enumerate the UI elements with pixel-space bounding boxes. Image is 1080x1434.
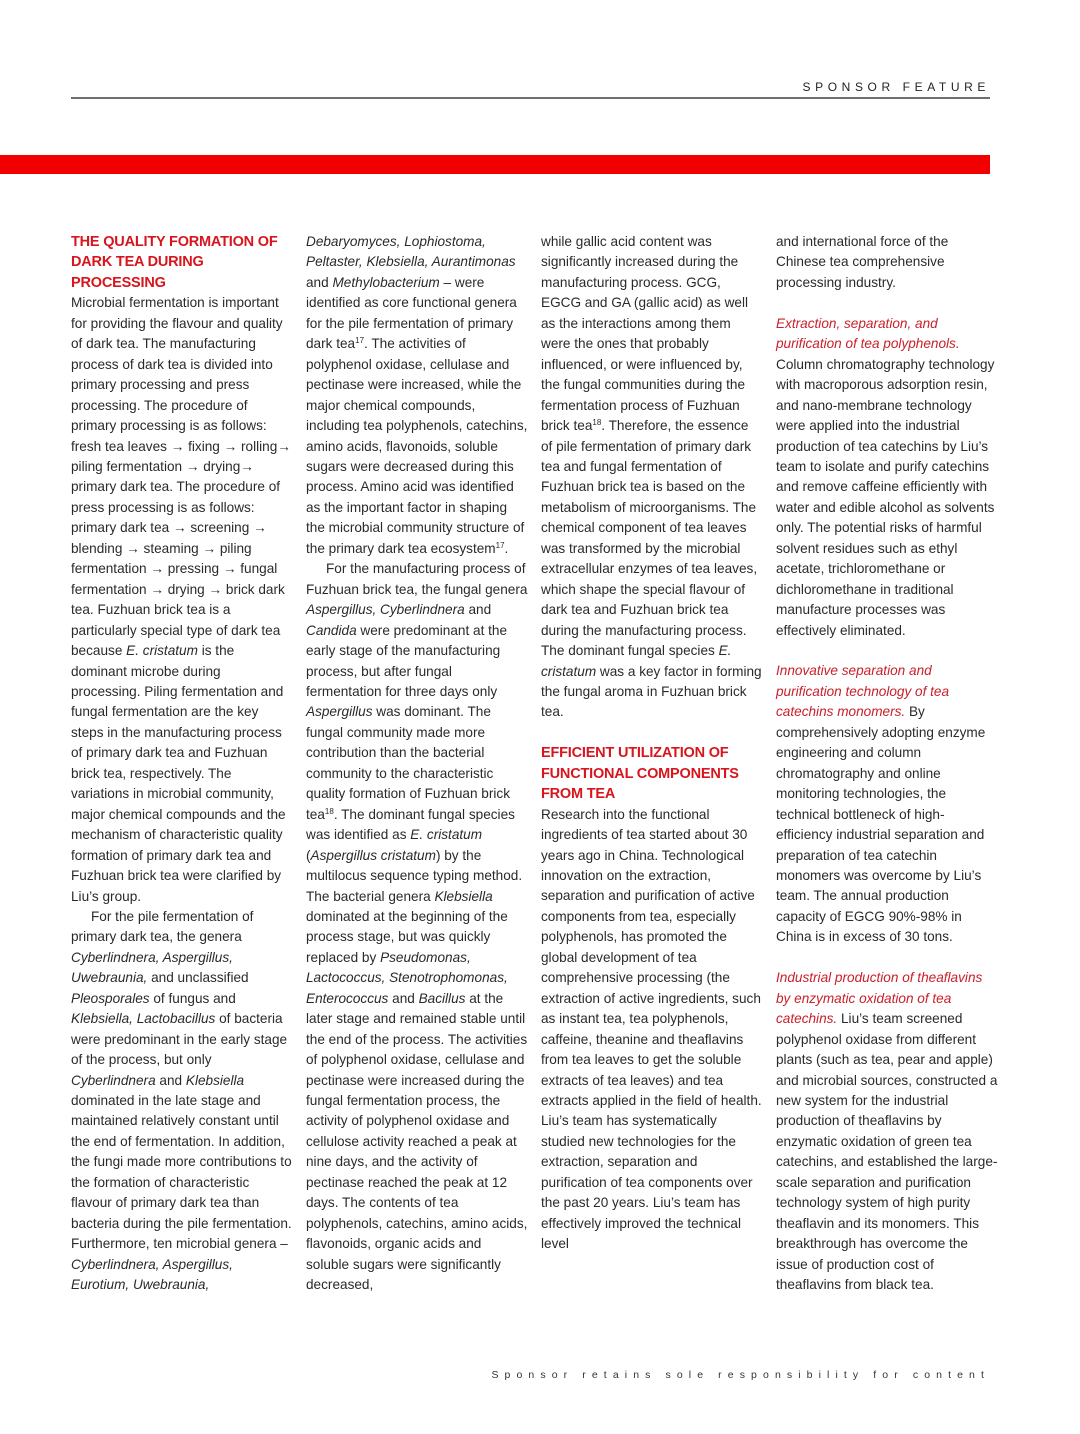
text-run: By comprehensively adopting enzyme engineering and column chromatography and online monitoring technologies, the technical bottleneck of high-efficiency industrial separation and preparation of tea catechin monomers was overcome by Liu’s team. The annual production capacity of EGCG 90%-98% in China is in excess of 30 tons. xyxy=(776,704,986,945)
text-run: of fungus and xyxy=(149,990,236,1006)
text-run: . xyxy=(504,540,509,556)
text-run: while gallic acid content was significantly increased during the manufacturing process. GCG, EGCG and GA (gallic acid) as well as the interactions among them were the ones that probably influenced, or were influenced by, the fungal communities during the fermentation process of Fuzhuan brick tea xyxy=(541,234,749,434)
text-run: and xyxy=(306,274,333,290)
body-paragraph xyxy=(541,232,763,723)
body-paragraph xyxy=(71,293,293,907)
article-column-1 xyxy=(71,232,293,1296)
italic-term: Candida xyxy=(306,622,357,638)
body-paragraph xyxy=(306,232,528,559)
reference-superscript: 18 xyxy=(324,806,334,816)
text-run: ) by the multilocus sequence typing method. The bacterial genera xyxy=(306,847,523,904)
text-run: at the later stage and remained stable until the end of the process. The activities of polyphenol oxidase, cellulase and pectinase were increased during the fungal fermentation process, the activity of polyphenol oxidase and cellulose activity reached a peak at nine days, and the activity of pectinase reached the peak at 12 days. The contents of tea polyphenols, catechins, amino acids, flavonoids, organic acids and soluble sugars were significantly decreased, xyxy=(306,990,528,1293)
text-run: dominated in the late stage and maintained relatively constant until the end of fermentation. In addition, the fungi made more contributions to the formation of characteristic flavour of primary dark tea than bacteria during the pile fermentation. Furthermore, ten microbial genera – xyxy=(71,1093,292,1252)
body-paragraph xyxy=(776,314,998,641)
body-paragraph xyxy=(541,805,763,1255)
italic-term: E. cristatum xyxy=(410,827,483,843)
sponsor-disclaimer: Sponsor retains sole responsibility for content xyxy=(491,1369,990,1381)
text-run: and xyxy=(155,1072,186,1088)
paragraph-spacer xyxy=(776,948,998,968)
reference-superscript: 17 xyxy=(355,336,365,346)
reference-superscript: 17 xyxy=(495,540,505,550)
italic-term: Klebsiella xyxy=(185,1072,245,1088)
paragraph-spacer xyxy=(541,723,763,743)
text-run: Column chromatography technology with macroporous adsorption resin, and nano-membrane technology were applied into the industrial production of tea catechins by Liu’s team to isolate and purify catechins and remove caffeine efficiently with water and edible alcohol as solvents only. The potential risks of harmful solvent residues such as ethyl acetate, trichloromethane or dichloromethane in traditional manufacture processes was effectively eliminated. xyxy=(776,356,995,638)
text-run: dominated at the beginning of the process stage, but was quickly replaced by xyxy=(306,908,508,965)
italic-term: Debaryomyces, Lophiostoma, Peltaster, Klebsiella, Aurantimonas xyxy=(306,234,516,270)
italic-term: Methylobacterium xyxy=(332,274,440,290)
article-column-2 xyxy=(306,232,528,1296)
accent-bar xyxy=(0,155,990,174)
italic-term: Aspergillus cristatum xyxy=(310,847,436,863)
text-run: was a key factor in forming the fungal aroma in Fuzhuan brick tea. xyxy=(541,663,762,720)
reference-superscript: 18 xyxy=(592,418,602,428)
text-run: . The dominant fungal species was identified as xyxy=(306,806,515,843)
body-paragraph xyxy=(71,907,293,1296)
article-column-3 xyxy=(541,232,763,1255)
text-run: Liu’s team screened polyphenol oxidase from different plants (such as tea, pear and apple) and microbial sources, constructed a new system for the industrial production of theaflavins by enzymatic oxidation of green tea catechins, and established the large-scale separation and purification technology system of high purity theaflavin and its monomers. This breakthrough has overcome the issue of production cost of theaflavins from black tea. xyxy=(776,1011,998,1293)
subheading-inline: Extraction, separation, and purification of tea polyphenols. xyxy=(776,315,960,352)
text-run: Research into the functional ingredients of tea started about 30 years ago in China. Technological innovation on the extraction, separation and purification of active components from tea, especially polyphenols, has promoted the global development of tea comprehensive processing (the extraction of active ingredients, such as instant tea, tea polyphenols, caffeine, theanine and theaflavins from tea leaves to get the soluble extracts of tea leaves) and tea extracts applied in the field of health. Liu’s team has systematically studied new technologies for the extraction, separation and purification of tea components over the past 20 years. Liu’s team has effectively improved the technical level xyxy=(541,806,762,1252)
body-paragraph xyxy=(776,968,998,1295)
text-run: For the manufacturing process of Fuzhuan brick tea, the fungal genera xyxy=(306,561,528,597)
text-run: were predominant at the early stage of the manufacturing process, but after fungal fermentation for three days only xyxy=(306,622,508,699)
section-heading: THE QUALITY FORMATION OF DARK TEA DURING PROCESSING xyxy=(71,234,278,291)
italic-term: Klebsiella xyxy=(434,888,493,904)
text-run: of bacteria were predominant in the early stage of the process, but only xyxy=(71,1011,288,1068)
body-paragraph xyxy=(306,559,528,1295)
italic-term: Aspergillus, Cyberlindnera xyxy=(306,602,465,618)
italic-term: Klebsiella, Lactobacillus xyxy=(71,1011,216,1027)
italic-term: Pseudomonas, Lactococcus, Stenotrophomonas, Enterococcus xyxy=(306,949,508,1006)
text-run: and xyxy=(388,990,419,1006)
italic-term: Cyberlindnera, Aspergillus, Uwebraunia, xyxy=(71,949,233,986)
paragraph-spacer xyxy=(776,641,998,661)
header-rule xyxy=(71,97,990,99)
text-run: and international force of the Chinese tea comprehensive processing industry. xyxy=(776,234,949,290)
text-run: – were identified as core functional genera for the pile fermentation of primary dark tea xyxy=(306,274,517,352)
text-run: ( xyxy=(306,847,311,863)
text-run: For the pile fermentation of primary dark tea, the genera xyxy=(71,908,254,945)
italic-term: Cyberlindnera xyxy=(71,1072,156,1088)
italic-term: Bacillus xyxy=(418,990,466,1006)
text-run: . The activities of polyphenol oxidase, cellulase and pectinase were increased, while the major chemical compounds, including tea polyphenols, catechins, amino acids, flavonoids, soluble sugars were decreased during this process. Amino acid was identified as the important factor in shaping the microbial community structure of the primary dark tea ecosystem xyxy=(306,336,528,556)
body-paragraph xyxy=(776,661,998,947)
italic-term: Aspergillus xyxy=(306,704,373,720)
paragraph-spacer xyxy=(776,293,998,313)
article-column-4 xyxy=(776,232,998,1296)
text-run: is the dominant microbe during processing. Piling fermentation and fungal fermentation are the key steps in the manufacturing process of primary dark tea and Fuzhuan brick tea, respectively. The variations in microbial community, major chemical compounds and the mechanism of characteristic quality formation of primary dark tea and Fuzhuan brick tea were clarified by Liu’s group. xyxy=(71,643,286,904)
text-run: . Therefore, the essence of pile fermentation of primary dark tea and fungal fermentation of Fuzhuan brick tea is based on the metabolism of microorganisms. The chemical component of tea leaves was transformed by the microbial extracellular enzymes of tea leaves, which shape the special flavour of dark tea and Fuzhuan brick tea during the manufacturing process. The dominant fungal species xyxy=(541,418,758,659)
italic-term: E. cristatum xyxy=(126,643,198,659)
subheading-inline: Innovative separation and purification technology of tea catechins monomers. xyxy=(776,663,950,720)
section-label: SPONSOR FEATURE xyxy=(802,80,990,94)
text-run: Microbial fermentation is important for providing the flavour and quality of dark tea. The manufacturing process of dark tea is divided into primary processing and press processing. The procedure of primary processing is as follows: fresh tea leaves → fixing → rolling→ piling fermentation → drying→ primary dark tea. The procedure of press processing is as follows: primary dark tea → screening → blending → steaming → piling fermentation → pressing → fungal fermentation → drying → brick dark tea. Fuzhuan brick tea is a particularly special type of dark tea because xyxy=(71,295,291,659)
italic-term: E. cristatum xyxy=(541,643,732,679)
text-run: and unclassified xyxy=(147,970,249,986)
section-heading: EFFICIENT UTILIZATION OF FUNCTIONAL COMPONENTS FROM TEA xyxy=(541,745,739,803)
body-paragraph xyxy=(776,232,998,293)
italic-term: Cyberlindnera, Aspergillus, Eurotium, Uwebraunia, xyxy=(71,1256,233,1293)
text-run: and xyxy=(464,602,492,618)
subheading-inline: Industrial production of theaflavins by enzymatic oxidation of tea catechins. xyxy=(776,970,983,1027)
italic-term: Pleosporales xyxy=(71,990,150,1006)
text-run: was dominant. The fungal community made more contribution than the bacterial community to the characteristic quality formation of Fuzhuan brick tea xyxy=(306,704,511,822)
